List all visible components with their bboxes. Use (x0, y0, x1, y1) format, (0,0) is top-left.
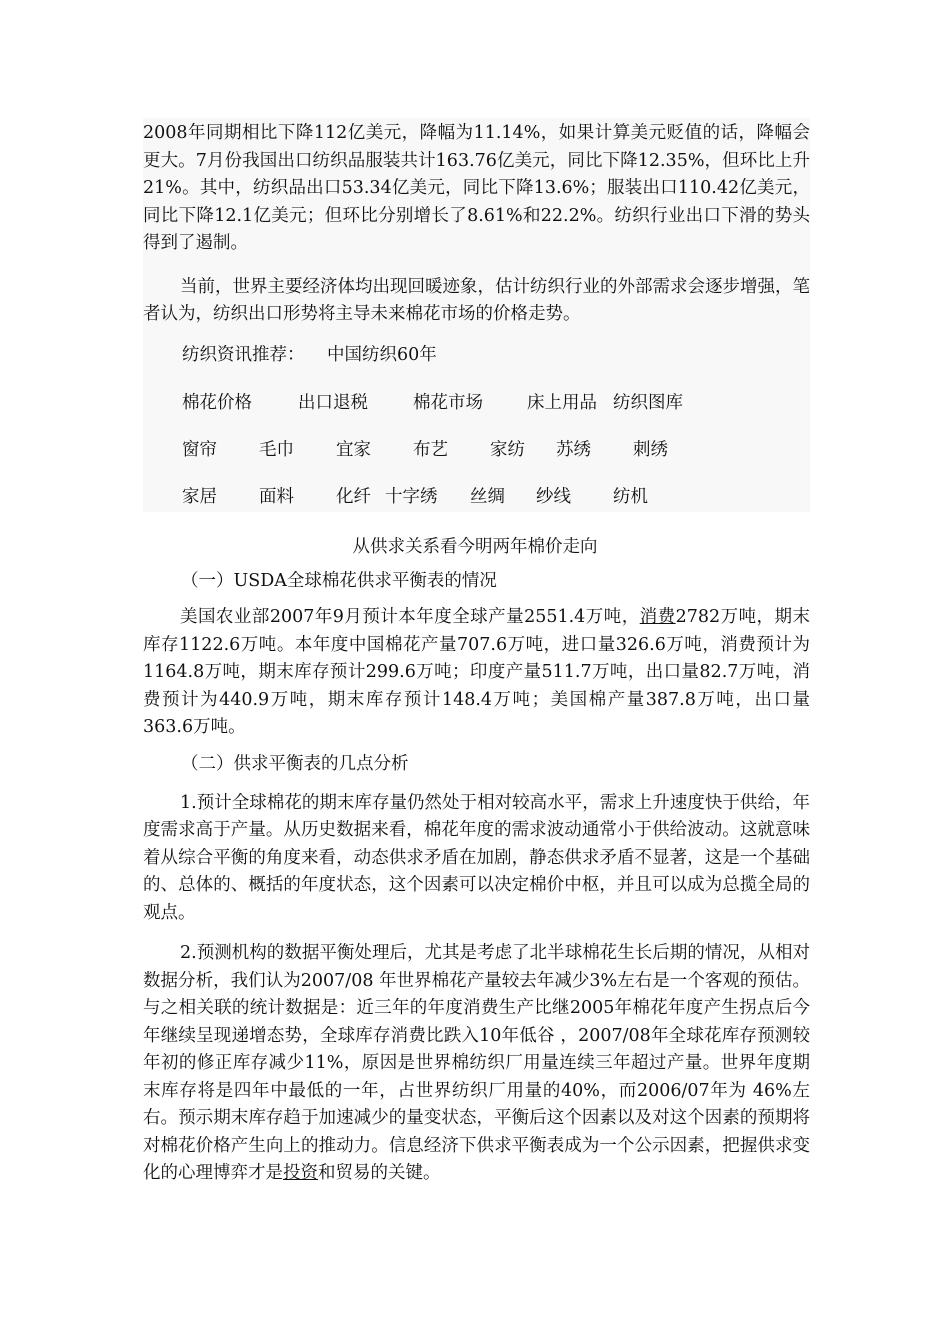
paragraph-export-stats: 2008年同期相比下降112亿美元，降幅为11.14%，如果计算美元贬值的话，降幅会更大。7月份我国出口纺织品服装共计163.76亿美元，同比下降12.35%，但环比上升21%。其中，纺织品出口53.34亿美元，同比下降13.6%；服装出口110.42亿美元，同比下降12.1亿美元；但环比分别增长了8.61%和22.2%。纺织行业出口下滑的势头得到了遏制。 (143, 123, 810, 253)
paragraph-analysis-1: 1.预计全球棉花的期末库存量仍然处于相对较高水平，需求上升速度快于供给，年度需求高于产量。从历史数据来看，棉花年度的需求波动通常小于供给波动。这就意味着从综合平衡的角度来看，动态供求矛盾在加剧，静态供求矛盾不显著，这是一个基础的、总体的、概括的年度状态，这个因素可以决定棉价中枢，并且可以成为总揽全局的观点。 (143, 792, 810, 923)
link-ikea[interactable]: 宜家 (336, 440, 371, 460)
consumption-link[interactable]: 消费 (639, 607, 676, 627)
link-su-embroidery[interactable]: 苏绣 (556, 440, 591, 460)
usda-text-after: 2782万吨，期末库存1122.6万吨。本年度中国棉花产量707.6万吨，进口量326.6万吨，消费预计为1164.8万吨，期末库存预计299.6万吨；印度产量511.7万吨，出口量82.7万吨，消费预计为440.9万吨，期末库存预计148.4万吨；美国棉产量387.8万吨，出口量363.6万吨。 (143, 607, 810, 737)
paragraph-outlook: 当前，世界主要经济体均出现回暖迹象，估计纺织行业的外部需求会逐步增强，笔者认为，纺织出口形势将主导未来棉花市场的价格走势。 (143, 276, 810, 324)
link-yarn[interactable]: 纱线 (536, 487, 571, 507)
link-textile-gallery[interactable]: 纺织图库 (613, 393, 683, 413)
link-textile-machinery[interactable]: 纺机 (613, 487, 648, 507)
link-towel[interactable]: 毛巾 (259, 440, 294, 460)
link-silk[interactable]: 丝绸 (470, 487, 505, 507)
link-home-living[interactable]: 家居 (182, 487, 217, 507)
link-chemical-fiber[interactable]: 化纤 (336, 487, 371, 507)
paragraph-analysis-2 (143, 940, 810, 1188)
paragraph-usda (143, 604, 810, 742)
link-curtain[interactable]: 窗帘 (182, 440, 217, 460)
link-fabric-art[interactable]: 布艺 (413, 440, 448, 460)
link-home-textile[interactable]: 家纺 (490, 440, 525, 460)
section-heading-1: （一）USDA全球棉花供求平衡表的情况 (181, 571, 497, 591)
link-cotton-price[interactable]: 棉花价格 (182, 393, 252, 413)
link-export-tax-rebate[interactable]: 出口退税 (298, 393, 368, 413)
link-cotton-market[interactable]: 棉花市场 (413, 393, 483, 413)
analysis-text-after: 和贸易的关键。 (318, 1163, 441, 1183)
link-fabrics[interactable]: 面料 (259, 487, 294, 507)
link-bedding[interactable]: 床上用品 (527, 393, 597, 413)
link-embroidery[interactable]: 刺绣 (633, 440, 668, 460)
section-heading-2: （二）供求平衡表的几点分析 (181, 753, 409, 774)
article-title: 从供求关系看今明两年棉价走向 (352, 537, 598, 557)
link-cross-stitch[interactable]: 十字绣 (385, 487, 438, 507)
recommend-link[interactable]: 中国纺织60年 (327, 345, 437, 365)
recommend-label: 纺织资讯推荐： (182, 345, 305, 365)
body-text (143, 604, 810, 1188)
analysis-text-before: 2.预测机构的数据平衡处理后，尤其是考虑了北半球棉花生长后期的情况，从相对数据分析，我们认为2007/08 年世界棉花产量较去年减少3%左右是一个客观的预估。与之相关联的统计数据是：近三年的年度消费生产比继2005年棉花年度产生拐点后今年继续呈现递增态势，全球库存消费比跌入10年低谷 ，2007/08年全球花库存预测较年初的修正库存减少11%，原因是世界棉纺织厂用量连续三年超过产量。世界年度期末库存将是四年中最低的一年，占世界纺织厂用量的40%，而2006/07年为 46%左右。预示期末库存趋于加速减少的量变状态，平衡后这个因素以及对这个因素的预期将对棉花价格产生向上的推动力。信息经济下供求平衡表成为一个公示因素，把握供求变化的心理博弈才是 (143, 943, 810, 1183)
investment-link[interactable]: 投资 (283, 1163, 318, 1183)
usda-text-before: 美国农业部2007年9月预计本年度全球产量2551.4万吨， (180, 607, 640, 627)
top-text (143, 120, 810, 329)
